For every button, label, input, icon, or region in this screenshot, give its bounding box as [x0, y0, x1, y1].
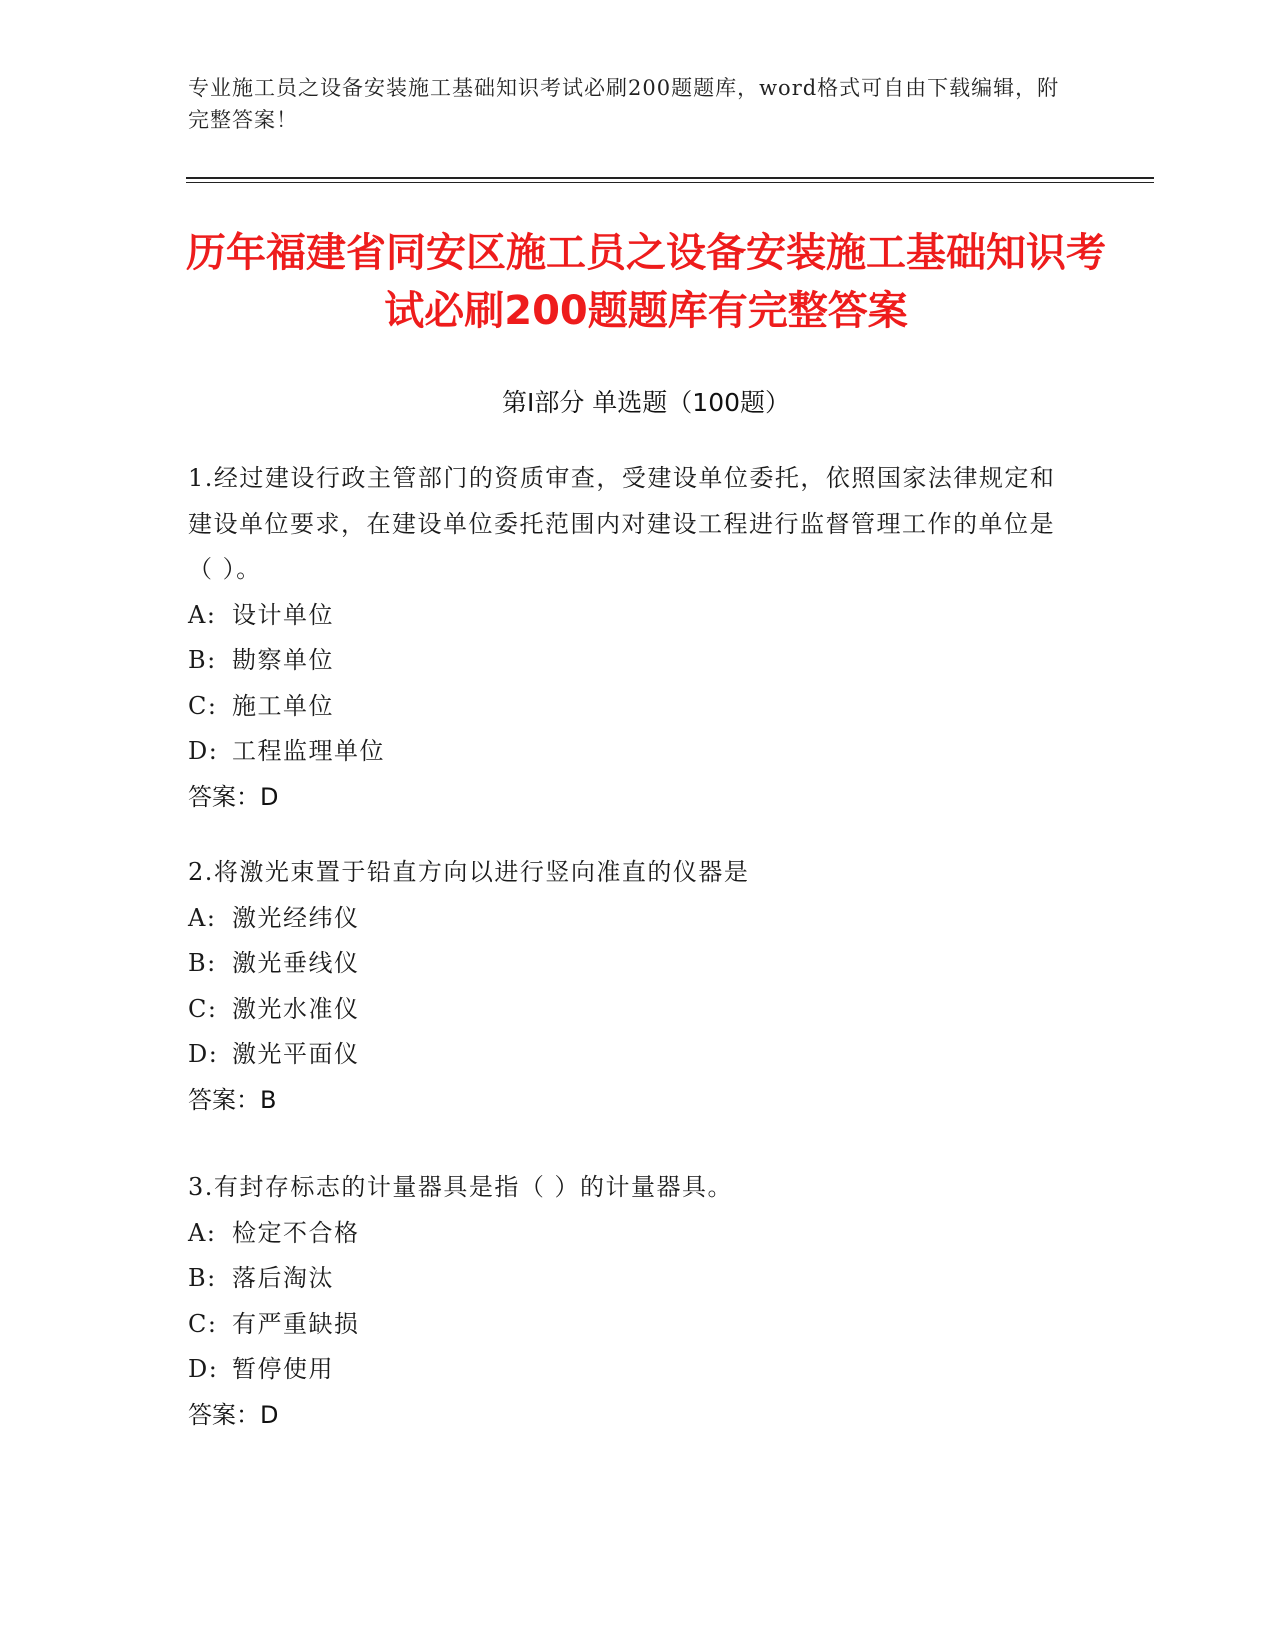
option-text: 激光平面仪	[232, 1040, 360, 1068]
option-a	[188, 896, 1068, 942]
header-note: 专业施工员之设备安装施工基础知识考试必刷200题题库，word格式可自由下载编辑，附完整答案！	[188, 76, 1060, 132]
option-b	[188, 941, 1068, 987]
document-title: 历年福建省同安区施工员之设备安装施工基础知识考试必刷200题题库有完整答案	[186, 230, 1106, 334]
option-text: 落后淘汰	[232, 1264, 334, 1292]
question-3	[188, 1165, 1068, 1438]
option-d	[188, 1032, 1068, 1078]
option-c	[188, 684, 1068, 730]
option-text: 勘察单位	[232, 646, 334, 674]
question-stem: 2.将激光束置于铅直方向以进行竖向准直的仪器是	[188, 858, 750, 886]
option-letter: A:	[188, 903, 217, 932]
option-letter: C:	[188, 994, 218, 1023]
option-a	[188, 593, 1068, 639]
header-divider-thick	[186, 177, 1154, 179]
option-letter: C:	[188, 1309, 218, 1338]
question-2	[188, 850, 1068, 1123]
option-a	[188, 1211, 1068, 1257]
option-text: 暂停使用	[232, 1355, 334, 1383]
option-text: 激光垂线仪	[232, 949, 360, 977]
question-stem: 3.有封存标志的计量器具是指（ ）的计量器具。	[188, 1173, 734, 1201]
option-letter: B:	[188, 1264, 217, 1292]
option-letter: C:	[188, 691, 218, 720]
option-b	[188, 638, 1068, 684]
option-text: 施工单位	[232, 691, 334, 720]
option-b	[188, 1256, 1068, 1302]
option-letter: D:	[188, 737, 219, 765]
option-text: 设计单位	[232, 600, 334, 629]
header-divider-thin	[186, 182, 1154, 183]
option-text: 检定不合格	[232, 1218, 360, 1247]
answer: 答案：B	[188, 1085, 277, 1114]
option-text: 激光水准仪	[232, 994, 360, 1023]
question-stem: 1.经过建设行政主管部门的资质审查，受建设单位委托，依照国家法律规定和建设单位要求，在建设单位委托范围内对建设工程进行监督管理工作的单位是（ ）。	[188, 464, 1056, 583]
option-letter: B:	[188, 646, 217, 674]
option-text: 工程监理单位	[232, 737, 385, 765]
option-letter: A:	[188, 1218, 217, 1247]
option-text: 激光经纬仪	[232, 903, 360, 932]
answer: 答案：D	[188, 1400, 279, 1429]
option-letter: D:	[188, 1355, 219, 1383]
option-d	[188, 1347, 1068, 1393]
option-text: 有严重缺损	[232, 1309, 360, 1338]
option-letter: D:	[188, 1040, 219, 1068]
question-1	[188, 456, 1068, 820]
section-heading: 第I部分 单选题（100题）	[501, 388, 791, 417]
option-d	[188, 729, 1068, 775]
answer: 答案：D	[188, 782, 279, 811]
option-c	[188, 987, 1068, 1033]
option-letter: A:	[188, 600, 217, 629]
option-letter: B:	[188, 949, 217, 977]
option-c	[188, 1302, 1068, 1348]
